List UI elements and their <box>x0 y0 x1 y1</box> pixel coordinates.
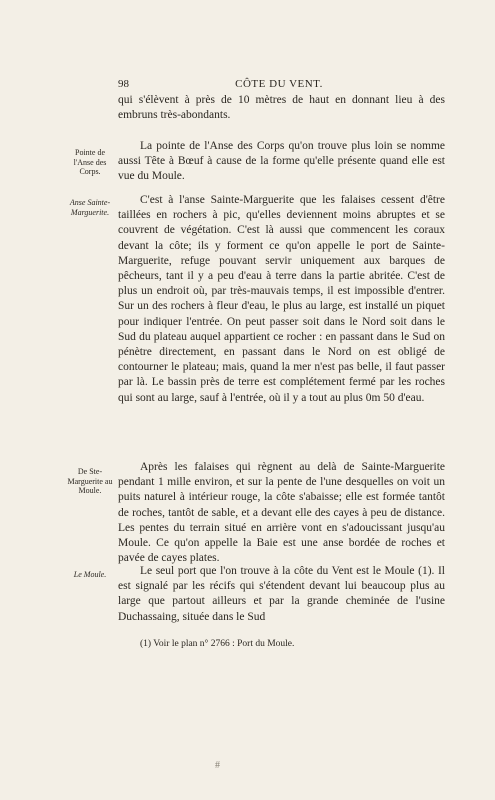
running-title: CÔTE DU VENT. <box>235 78 323 90</box>
margin-note: Le Moule. <box>73 570 107 579</box>
paragraph-continuation: qui s'élèvent à près de 10 mètres de haut en donnant lieu à des embruns très-abondants. <box>118 94 445 122</box>
paragraph: Le seul port que l'on trouve à la côte du Vent est le Moule (1). Il est signalé par les récifs qui s'étendent devant lui beaucoup plus au large que partout ailleurs et par la grande cheminée de l'usine Duchassaing, située dans le Sud <box>118 565 445 623</box>
margin-note: Pointe de l'Anse des Corps. <box>73 148 107 176</box>
footnote: (1) Voir le plan n° 2766 : Port du Moule. <box>140 639 295 649</box>
running-header <box>118 78 440 92</box>
margin-note: Anse Sainte-Marguerite. <box>69 198 111 217</box>
paragraph: La pointe de l'Anse des Corps qu'on trouve plus loin se nomme aussi Tête à Bœuf à cause de la forme qu'elle présente quand elle est vue du Moule. <box>118 140 445 183</box>
page-number: 98 <box>118 78 129 90</box>
page-mark: # <box>215 760 220 771</box>
margin-note: De Ste-Marguerite au Moule. <box>67 467 113 495</box>
paragraph: C'est à l'anse Sainte-Marguerite que les falaises cessent d'être taillées en rochers à pic, qu'elles deviennent moins abruptes et se couvrent de végétation. C'est là aussi que commencent les coraux devant la côte; ils y forment ce qu'on appelle le port de Sainte-Marguerite, refuge pouvant servir uniquement aux barques de pêcheurs, tant il y a peu d'eau à terre dans la partie abritée. C'est de plus un endroit où, par très-mauvais temps, il est impossible d'entrer. Sur un des rochers à fleur d'eau, le plus au large, est installé un piquet pour indiquer l'entrée. On peut passer soit dans le Nord soit dans le Sud du plateau auquel appartient ce rocher : en passant dans le Sud on pénètre directement, en passant dans le Nord on est obligé de contourner le plateau; mais, quand la mer n'est pas belle, il faut passer par là. Le bassin près de terre est complétement fermé par les roches qui sont au large, sauf à l'entrée, où il y a tout au plus 0m 50 d'eau. <box>118 194 445 404</box>
paragraph: Après les falaises qui règnent au delà de Sainte-Marguerite pendant 1 mille environ, et sur la pente de l'une desquelles on voit un puits naturel à intérieur rouge, la côte s'abaisse; elle est formée tantôt de roches, tantôt de sable, et a devant elle des cayes à peu de distance. Les pentes du terrain situé en arrière vont en s'adoucissant jusqu'au Moule. Ce qu'on appelle la Baie est une anse bordée de roches et pavée de cayes plates. <box>118 461 445 565</box>
